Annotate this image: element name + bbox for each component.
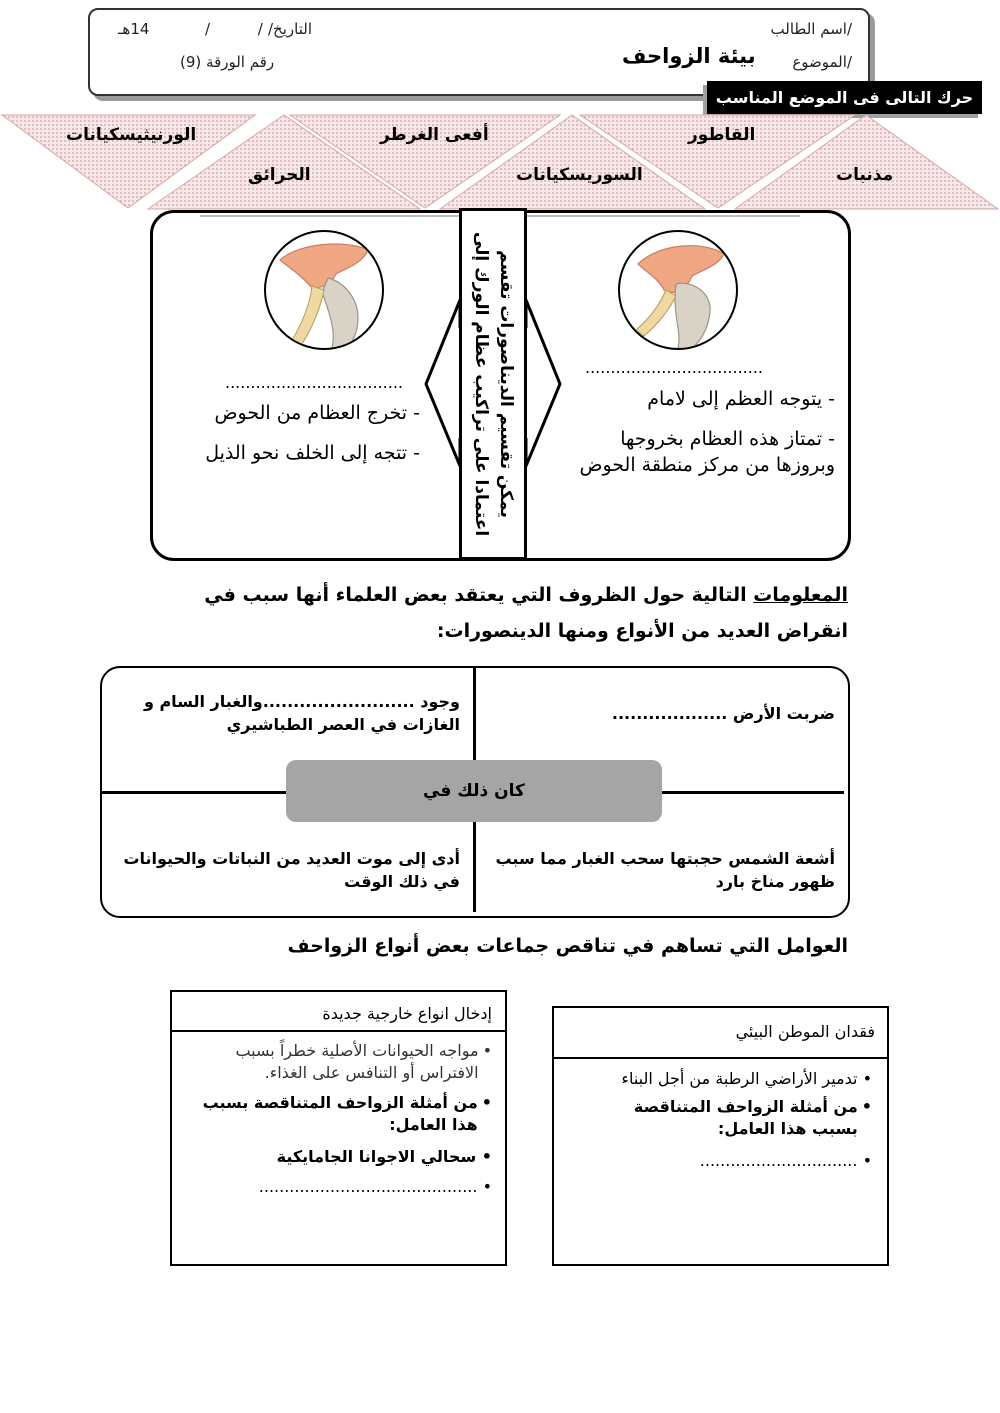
instruction-banner: حرك التالى فى الموضع المناسب	[707, 81, 982, 114]
factors-title: العوامل التي تساهم في تناقص جماعات بعض أنواع الزواحف	[287, 935, 848, 957]
year-suffix: 14هـ	[118, 20, 150, 38]
cell-bottom-left	[115, 847, 460, 893]
invasive-bullet-2-text: من أمثلة الزواحف المتناقصة بسبب هذا العامل:	[202, 1093, 478, 1134]
answer-blank-left[interactable]: ...................................	[225, 373, 404, 392]
sheet-number: رقم الورقة (9)	[180, 53, 275, 71]
pelvis-image-right	[618, 230, 738, 350]
date-label: التاريخ/	[268, 20, 312, 38]
cell-top-left-line2: الغازات في العصر الطباشيري	[226, 715, 460, 734]
invasive-bullet-4[interactable]	[259, 1176, 492, 1198]
title-highlight-word: المعلومات	[753, 584, 848, 606]
bullet-icon: •	[482, 1041, 492, 1060]
center-strip	[459, 208, 527, 560]
left-line-2: - تتجه إلى الخلف نحو الذيل	[205, 442, 420, 464]
word-gharial[interactable]: أفعى الغرطر	[380, 125, 489, 145]
word-comets[interactable]: مذنبات	[836, 165, 894, 185]
habitat-bullet-1-text: تدمير الأراضي الرطبة من أجل البناء	[621, 1069, 858, 1088]
left-line-1: - تخرج العظام من الحوض	[214, 402, 420, 424]
subject-value: بيئة الزواحف	[622, 44, 756, 68]
pelvis-image-left	[264, 230, 384, 350]
invasive-heading: إدخال انواع خارجية جديدة	[322, 1004, 492, 1023]
word-alligator[interactable]: القاطور	[688, 125, 756, 145]
word-fires[interactable]: الحرائق	[248, 165, 311, 185]
habitat-bullet-2-text: من أمثلة الزواحف المتناقصة بسبب هذا العامل:	[633, 1097, 858, 1138]
word-saurischians[interactable]: السوريسكيانات	[516, 165, 643, 185]
answer-blank-right[interactable]: ...................................	[585, 358, 764, 377]
cell-bottom-right	[490, 847, 835, 893]
cell-top-right[interactable]: ضربت الأرض ...................	[611, 704, 835, 723]
invasive-bullet-2	[202, 1092, 492, 1136]
invasive-bullet-1	[182, 1040, 492, 1084]
invasive-bullet-3	[277, 1146, 492, 1168]
habitat-loss-separator	[554, 1057, 887, 1059]
bullet-icon: •	[862, 1069, 872, 1088]
cell-top-left[interactable]	[130, 690, 460, 736]
cell-bottom-right-line1: أشعة الشمس حجبتها سحب الغبار مما سبب	[495, 849, 835, 868]
habitat-bullet-1	[621, 1068, 872, 1090]
center-title: يمكن تقسيم الديناصورات تقسم اعتمادا على تراكيب عظام الورك إلى	[471, 231, 516, 537]
student-name-label: اسم الطالب/	[770, 20, 852, 38]
bullet-icon: •	[861, 1097, 872, 1116]
word-ornithischians[interactable]: الورنيثيسكيانات	[66, 125, 197, 145]
invasive-bullet-4-text: ...........................................	[258, 1177, 478, 1196]
invasive-bullet-1-text: مواجه الحيوانات الأصلية خطراً بسبب الافتراس أو التنافس على الغذاء.	[235, 1041, 479, 1082]
cell-top-left-line1: وجود .........................والغبار السام و	[143, 692, 460, 711]
cell-bottom-left-line2: في ذلك الوقت	[344, 872, 460, 891]
bullet-icon: •	[862, 1151, 872, 1170]
bone-icon	[620, 232, 736, 348]
habitat-bullet-2	[612, 1096, 872, 1140]
right-line-1: - يتوجه العظم إلى لامام	[647, 388, 835, 410]
invasive-separator	[172, 1030, 505, 1032]
title-rest: التالية حول الظروف التي يعتقد بعض العلماء أنها سبب في انقراض العديد من الأنواع ومنها الدينصورات:	[204, 584, 848, 642]
center-pill: كان ذلك في	[286, 760, 662, 822]
right-line-3: وبروزها من مركز منطقة الحوض	[579, 454, 835, 476]
cell-bottom-right-line2: ظهور مناخ بارد	[715, 872, 835, 891]
bullet-icon: •	[482, 1177, 492, 1196]
date-slashes: / /	[205, 20, 263, 38]
extinction-title	[158, 577, 848, 649]
cell-bottom-left-line1: أدى إلى موت العديد من النباتات والحيوانات	[123, 849, 460, 868]
right-line-2: - تمتاز هذه العظام بخروجها	[620, 428, 835, 450]
invasive-bullet-3-text: سحالي الاجوانا الجامايكية	[276, 1147, 477, 1166]
habitat-loss-heading: فقدان الموطن البيئي	[735, 1022, 875, 1041]
bullet-icon: •	[481, 1147, 492, 1166]
habitat-bullet-3[interactable]	[700, 1150, 872, 1172]
bullet-icon: •	[481, 1093, 492, 1112]
table-hline-right	[662, 791, 844, 794]
bone-icon	[266, 232, 382, 348]
table-hline-left	[102, 791, 286, 794]
habitat-bullet-3-text: ...............................	[699, 1151, 858, 1170]
subject-label: الموضوع/	[792, 53, 852, 71]
